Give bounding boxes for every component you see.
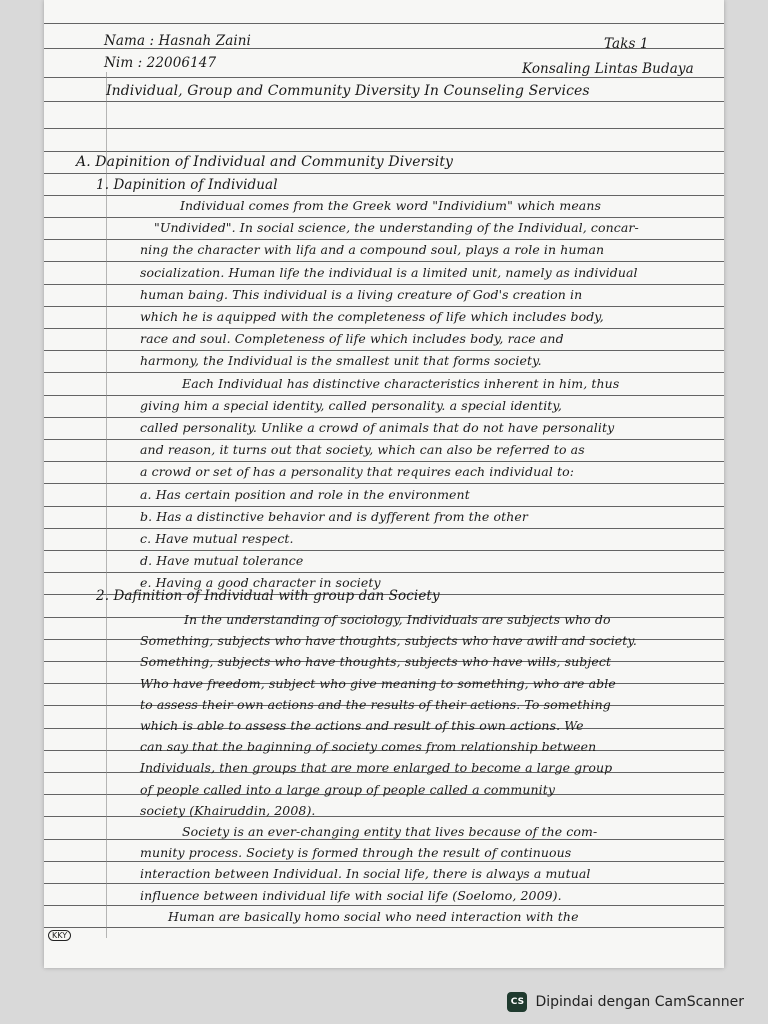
document-title: Individual, Group and Community Diversity In Counseling Services	[106, 83, 590, 99]
text-line: Individual comes from the Greek word "Individium" which means	[180, 198, 602, 213]
subheading-2: 2. Dafinition of Individual with group dan Society	[96, 588, 440, 604]
ruled-line	[44, 173, 724, 174]
ruled-line	[44, 217, 724, 218]
ruled-line	[44, 350, 724, 351]
student-name: Nama : Hasnah Zaini	[104, 33, 251, 49]
ruled-line	[44, 461, 724, 462]
text-line: b. Has a distinctive behavior and is dyfferent from the other	[140, 508, 528, 524]
text-line: Human are basically homo social who need interaction with the	[168, 908, 579, 924]
ruled-line	[44, 483, 724, 484]
ruled-line	[44, 550, 724, 551]
ruled-line	[44, 927, 724, 928]
ruled-line	[44, 151, 724, 152]
text-line: human baing. This individual is a living creature of God's creation in	[140, 286, 583, 302]
text-line: which he is aquipped with the completeness of life which includes body,	[140, 309, 604, 324]
ruled-line	[44, 23, 724, 24]
ruled-line	[44, 328, 724, 329]
text-line: influence between individual life with social life (Soelomo, 2009).	[140, 887, 562, 903]
text-line: a crowd or set of has a personality that requires each individual to:	[140, 464, 575, 480]
ruled-line	[44, 861, 724, 862]
student-nim: Nim : 22006147	[104, 55, 217, 71]
ruled-line	[44, 195, 724, 196]
ruled-line	[44, 439, 724, 440]
text-line: In the understanding of sociology, Individuals are subjects who do	[184, 612, 611, 627]
text-line: harmony, the Individual is the smallest unit that forms society.	[140, 353, 542, 369]
text-line: Who have freedom, subject who give meaning to something, who are able	[140, 675, 616, 691]
text-line: c. Have mutual respect.	[140, 531, 294, 546]
camscanner-icon: CS	[507, 992, 527, 1012]
scanner-label: Dipindai dengan CamScanner	[535, 994, 744, 1010]
text-line: called personality. Unlike a crowd of animals that do not have personality	[140, 420, 615, 435]
ruled-line	[44, 306, 724, 307]
text-line: a. Has certain position and role in the environment	[140, 486, 470, 502]
text-line: Something, subjects who have thoughts, subjects who have awill and society.	[140, 633, 638, 649]
text-line: Society is an ever-changing entity that lives because of the com-	[182, 824, 598, 839]
task-label: Taks 1	[604, 36, 649, 52]
notebook-page	[44, 0, 724, 968]
ruled-line	[44, 528, 724, 529]
text-line: race and soul. Completeness of life which includes body, race and	[140, 331, 564, 347]
text-line: which is able to assess the actions and result of this own actions. We	[140, 718, 584, 733]
course-name: Konsaling Lintas Budaya	[522, 61, 694, 77]
text-line: of people called into a large group of people called a community	[140, 781, 556, 797]
text-line: society (Khairuddin, 2008).	[140, 802, 316, 818]
ruled-line	[44, 101, 724, 102]
text-line: can say that the baginning of society comes from relationship between	[140, 739, 597, 755]
ruled-line	[44, 905, 724, 906]
ruled-line	[44, 883, 724, 884]
text-line: Each Individual has distinctive characteristics inherent in him, thus	[182, 375, 620, 391]
scanner-footer	[507, 992, 744, 1012]
text-line: giving him a special identity, called personality. a special identity,	[140, 397, 562, 413]
text-line: ning the character with lifa and a compound soul, plays a role in human	[140, 242, 605, 258]
stamp-tag: KKY	[48, 930, 71, 941]
ruled-line	[44, 395, 724, 396]
text-line: interaction between Individual. In social life, there is always a mutual	[140, 866, 591, 882]
ruled-line	[44, 284, 724, 285]
text-line: e. Having a good character in society	[140, 575, 381, 591]
ruled-line	[44, 417, 724, 418]
ruled-line	[44, 372, 724, 373]
ruled-line	[44, 839, 724, 840]
text-line: Individuals, then groups that are more enlarged to become a large group	[140, 760, 613, 776]
ruled-line	[44, 261, 724, 262]
ruled-line	[44, 572, 724, 573]
text-line: "Undivided". In social science, the understanding of the Individual, concar-	[154, 220, 639, 236]
ruled-line	[44, 77, 724, 78]
ruled-line	[44, 506, 724, 507]
text-line: socialization. Human life the individual is a limited unit, namely as individual	[140, 264, 638, 280]
subheading-1: 1. Dapinition of Individual	[96, 177, 278, 193]
text-line: Something, subjects who have thoughts, subjects who have wills, subject	[140, 654, 612, 670]
text-line: d. Have mutual tolerance	[140, 553, 304, 569]
ruled-line	[44, 128, 724, 129]
text-line: and reason, it turns out that society, which can also be referred to as	[140, 442, 585, 458]
ruled-line	[44, 239, 724, 240]
margin-line	[106, 72, 107, 938]
section-a-heading: A. Dapinition of Individual and Community Diversity	[76, 154, 454, 170]
text-line: to assess their own actions and the results of their actions. To something	[140, 696, 611, 712]
text-line: munity process. Society is formed through the result of continuous	[140, 845, 572, 861]
